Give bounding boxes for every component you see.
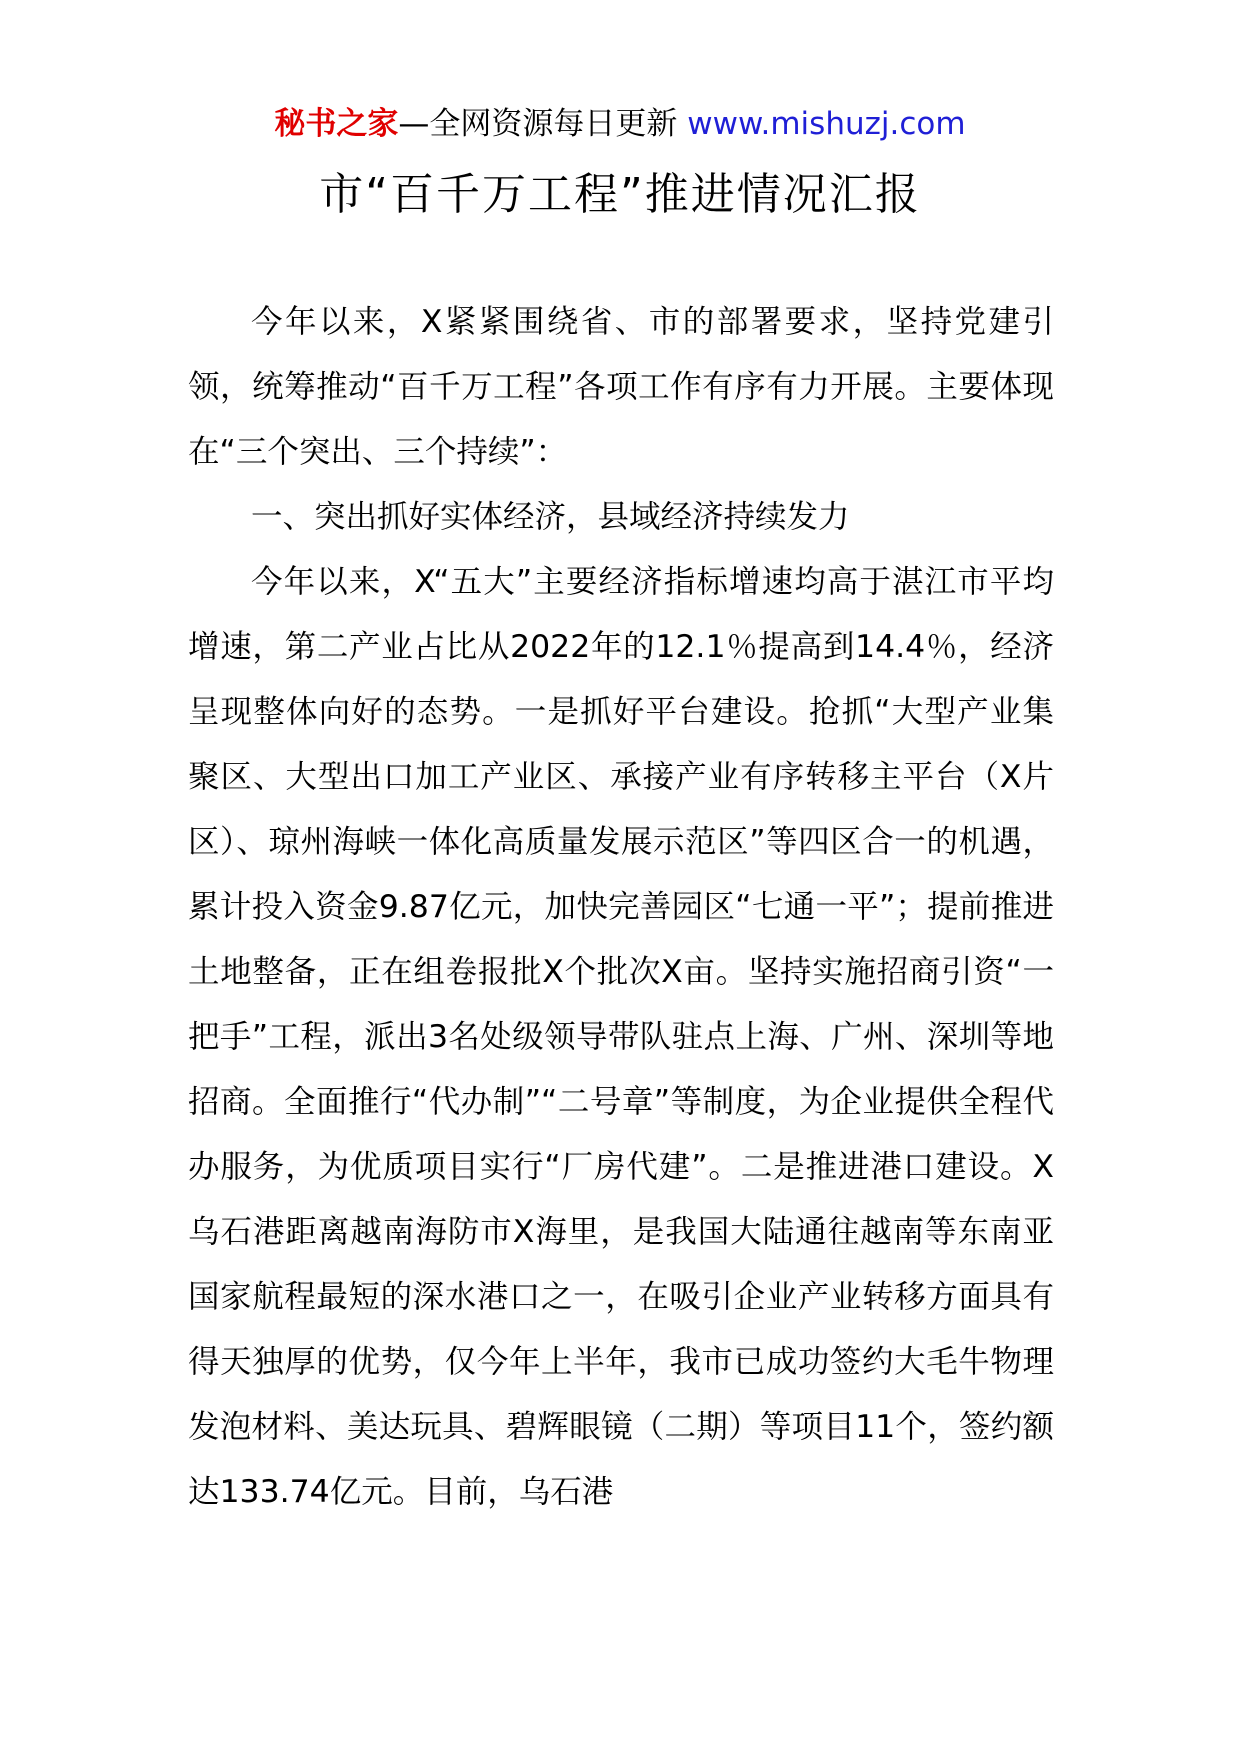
document-body [188, 290, 1054, 1525]
intro-paragraph: 今年以来，X紧紧围绕省、市的部署要求，坚持党建引领，统筹推动“百千万工程”各项工作有序有力开展。主要体现在“三个突出、三个持续”： [188, 304, 1054, 470]
site-url-link[interactable]: www.mishuzj.com [687, 106, 966, 142]
site-header [0, 102, 1240, 146]
section-heading: 一、突出抓好实体经济，县域经济持续发力 [251, 499, 850, 535]
body-paragraph: 今年以来，X“五大”主要经济指标增速均高于湛江市平均增速，第二产业占比从2022年的12.1％提高到14.4％，经济呈现整体向好的态势。一是抓好平台建设。抢抓“大型产业集聚区、大型出口加工产业区、承接产业有序转移主平台（X片区）、琼州海峡一体化高质量发展示范区”等四区合一的机遇，累计投入资金9.87亿元，加快完善园区“七通一平”；提前推进土地整备，正在组卷报批X个批次X亩。坚持实施招商引资“一把手”工程，派出3名处级领导带队驻点上海、广州、深圳等地招商。全面推行“代办制”“二号章”等制度，为企业提供全程代办服务，为优质项目实行“厂房代建”。二是推进港口建设。X乌石港距离越南海防市X海里，是我国大陆通往越南等东南亚国家航程最短的深水港口之一，在吸引企业产业转移方面具有得天独厚的优势，仅今年上半年，我市已成功签约大毛牛物理发泡材料、美达玩具、碧辉眼镜（二期）等项目11个，签约额达133.74亿元。目前，乌石港 [188, 564, 1054, 1510]
header-slogan: —全网资源每日更新 [398, 106, 678, 142]
brand-name: 秘书之家 [274, 106, 399, 142]
document-title: 市“百千万工程”推进情况汇报 [319, 169, 921, 220]
